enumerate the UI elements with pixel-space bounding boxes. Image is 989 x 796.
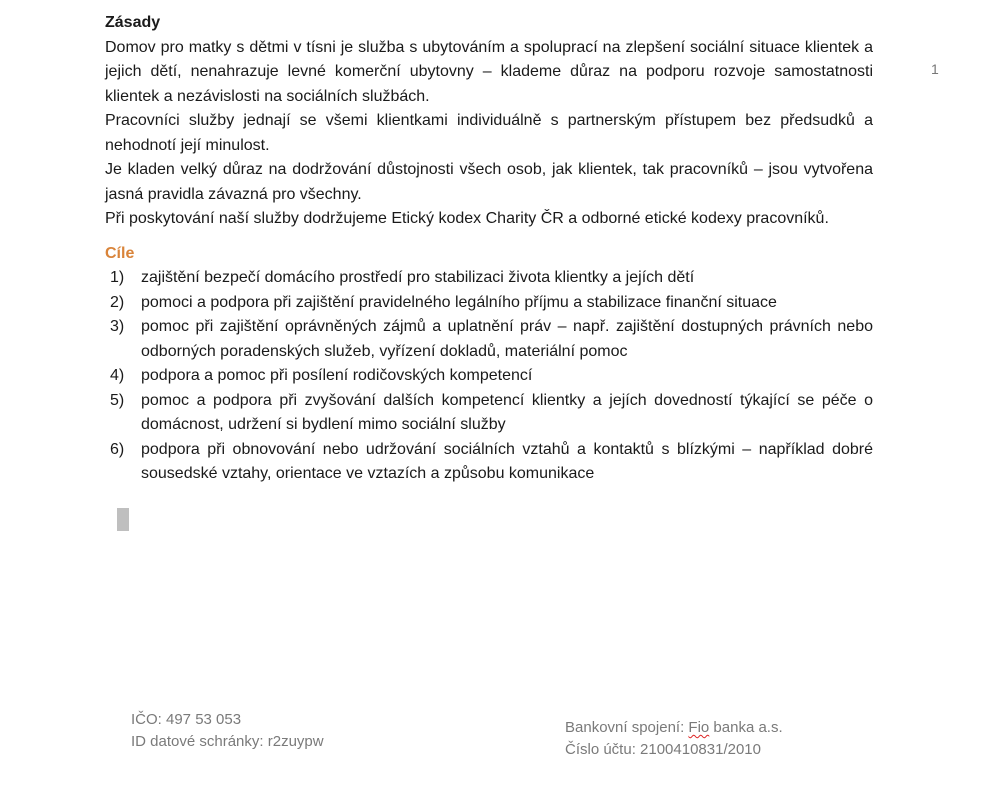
list-item-text: podpora při obnovování nebo udržování sociálních vztahů a kontaktů s blízkými – například dobré sousedské vztahy, orientace ve vztazích a způsobu komunikace <box>141 440 873 482</box>
paragraph: Je kladen velký důraz na dodržování důstojnosti všech osob, jak klientek, tak pracovníků – jsou vytvořena jasná pravidla závazná pro všechny. <box>105 161 873 203</box>
footer-bank-connection <box>565 717 783 739</box>
list-item <box>105 438 873 487</box>
paragraph: Při poskytování naší služby dodržujeme Etický kodex Charity ČR a odborné etické kodexy pracovníků. <box>105 210 829 227</box>
list-number: 4) <box>110 367 125 384</box>
page-number: 1 <box>931 61 939 77</box>
list-number: 6) <box>110 440 125 458</box>
goals-list <box>105 266 873 487</box>
document-body <box>105 11 873 487</box>
list-item-text: zajištění bezpečí domácího prostředí pro stabilizaci života klientky a jejích dětí <box>141 269 695 286</box>
list-number: 2) <box>110 293 125 311</box>
list-item-text: pomoc při zajištění oprávněných zájmů a uplatnění práv – např. zajištění dostupných právních nebo odborných poradenských služeb, vyřízení dokladů, materiální pomoc <box>141 318 873 360</box>
list-item-text: pomoc a podpora při zvyšování dalších kompetencí klientky a jejích dovedností týkající se péče o domácnost, udržení si bydlení mimo sociální služby <box>141 391 873 433</box>
bank-name-spellcheck: Fio <box>688 719 710 736</box>
list-item-text: pomoci a podpora při zajištění pravidelného legálního příjmu a stabilizace finanční situace <box>141 293 777 311</box>
bank-suffix: banka a.s. <box>709 719 783 736</box>
footer-ico: IČO: 497 53 053 <box>131 711 242 728</box>
footer-account-number: Číslo účtu: 2100410831/2010 <box>565 741 761 758</box>
text-cursor-paragraph-mark[interactable] <box>117 508 129 531</box>
paragraph: Domov pro matky s dětmi v tísni je služba s ubytováním a spoluprací na zlepšení sociální situace klientek a jejich dětí, nenahrazuje levné komerční ubytovny – klademe důraz na podporu rozvoje samostatnosti klientek a nezávislosti na sociálních službách. <box>105 38 873 105</box>
list-item <box>105 266 873 291</box>
list-number: 3) <box>110 318 125 335</box>
list-item <box>105 315 873 364</box>
bank-label: Bankovní spojení: <box>565 719 689 736</box>
list-item <box>105 389 873 438</box>
paragraph: Pracovníci služby jednají se všemi klientkami individuálně s partnerským přístupem bez předsudků a nehodnotí její minulost. <box>105 112 873 154</box>
list-number: 5) <box>110 391 125 409</box>
list-item-text: podpora a pomoc při posílení rodičovských kompetencí <box>141 367 533 384</box>
footer-company-info <box>131 709 324 753</box>
list-item <box>105 364 873 389</box>
list-number: 1) <box>110 269 125 286</box>
section-heading-cile: Cíle <box>105 244 135 262</box>
footer-data-box-id: ID datové schránky: r2zuypw <box>131 733 324 750</box>
section-heading-zasady: Zásady <box>105 14 161 31</box>
footer-bank-info <box>565 717 783 761</box>
list-item <box>105 291 873 316</box>
